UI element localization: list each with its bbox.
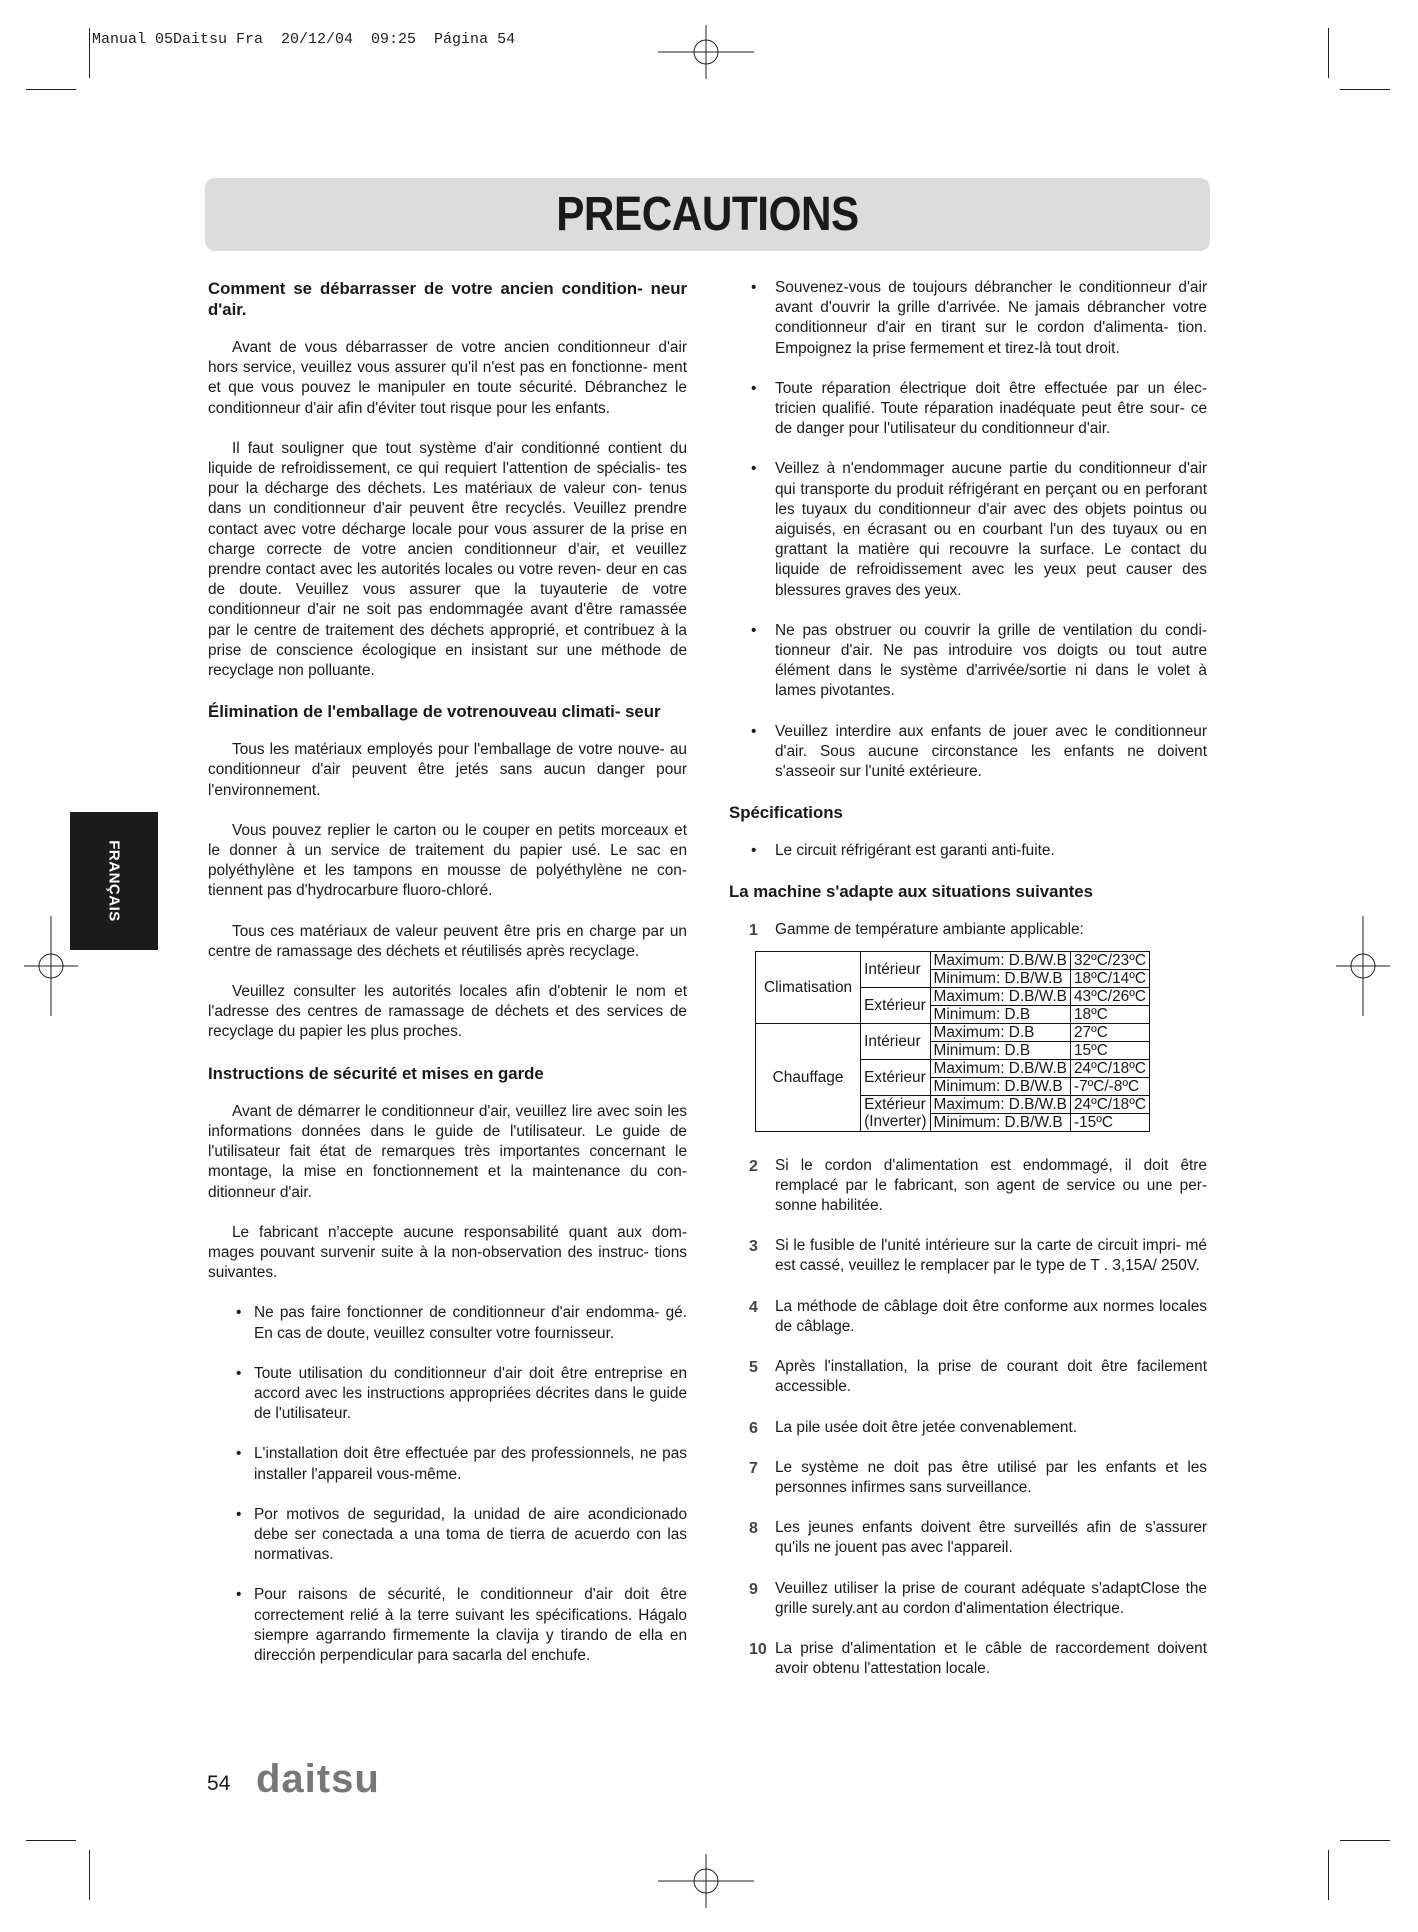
item-number: 1: [749, 922, 758, 940]
list-item-text: Veillez à n'endommager aucune partie du conditionneur d'air qui transporte du produit réfrigérant en perçant ou en perforant les tuyaux du conditionneur d'air avec des objets pointus ou aiguisés, en écrasant ou en courbant l'un des tuyaux ou en grattant la matière qui recouvre la surface. Le contact du liquide de refroidissement avec les yeux peut causer des blessures graves des yeux.: [775, 460, 1207, 599]
paragraph: Avant de démarrer le conditionneur d'air, veuillez lire avec soin les informations données dans le guide de l'utilisateur. Le guide de l'utilisateur fait état de remarques très importantes concernant le montage, la mise en fonctionnement et la maintenance du con- ditionneur d'air.: [208, 1102, 687, 1201]
bullet-icon: •: [751, 379, 757, 397]
item-number: 6: [749, 1419, 758, 1437]
crop-mark: [89, 1850, 90, 1900]
item-number: 9: [749, 1580, 758, 1598]
item-text: Si le fusible de l'unité intérieure sur la carte de circuit impri- mé est cassé, veuillez le remplacer par le type de T . 3,15A/ 250V.: [775, 1237, 1207, 1275]
table-row: [756, 951, 1150, 969]
list-item: [729, 459, 1207, 600]
item-text: Veuillez utiliser la prise de courant adéquate s'adaptClose the grille surely.ant au cordon d'alimentation électrique.: [775, 1579, 1207, 1617]
item-text: La pile usée doit être jetée convenablement.: [775, 1418, 1078, 1436]
table-cell: -15ºC: [1070, 1113, 1149, 1131]
page-title: PRECAUTIONS: [556, 188, 859, 241]
registration-mark-icon: [658, 25, 754, 79]
list-item: [729, 278, 1207, 359]
paragraph: Le fabricant n'accepte aucune responsabilité quant aux dom- mages pouvant survenir suite à la non-observation des instruc- tions suivantes.: [208, 1223, 687, 1282]
table-cell: Intérieur: [861, 1023, 930, 1059]
bullet-icon: •: [236, 1304, 242, 1322]
item-text: La méthode de câblage doit être conforme aux normes locales de câblage.: [775, 1297, 1207, 1335]
table-cell: 15ºC: [1070, 1041, 1149, 1059]
numbered-item: [729, 1357, 1207, 1397]
table-cell: Minimum: D.B: [930, 1041, 1070, 1059]
table-cell: Extérieur: [861, 1059, 930, 1095]
numbered-item: [729, 1156, 1207, 1217]
registration-mark-icon: [1336, 916, 1390, 1016]
list-item: [208, 1444, 687, 1484]
item-text: Après l'installation, la prise de courant doit être facilement accessible.: [775, 1358, 1207, 1396]
item-text: Les jeunes enfants doivent être surveillés afin de s'assurer qu'ils ne jouent pas avec l'appareil.: [775, 1519, 1207, 1557]
table-cell: 18ºC/14ºC: [1070, 969, 1149, 987]
table-cell: -7ºC/-8ºC: [1070, 1077, 1149, 1095]
list-item-text: L'installation doit être effectuée par des professionnels, ne pas installer l'appareil vous-même.: [254, 1445, 687, 1483]
table-cell: 24ºC/18ºC: [1070, 1095, 1149, 1113]
numbered-item: [729, 1639, 1207, 1679]
item-number: 5: [749, 1359, 758, 1377]
list-item-text: Toute utilisation du conditionneur d'air doit être entreprise en accord avec les instructions appropriées décrites dans le guide de l'utilisateur.: [254, 1364, 687, 1423]
table-cell: 27ºC: [1070, 1023, 1149, 1041]
table-cell: [861, 1095, 930, 1131]
paragraph: Veuillez consulter les autorités locales afin d'obtenir le nom et l'adresse des centres de ramassage de déchets et des services de recyclage du papier les plus proches.: [208, 983, 687, 1041]
numbered-item: [729, 1579, 1207, 1619]
logo-text: daitsu: [256, 1760, 380, 1800]
bullet-icon: •: [236, 1445, 242, 1463]
item-text: Gamme de température ambiante applicable:: [775, 921, 1084, 939]
list-item-text: Toute réparation électrique doit être effectuée par un élec- tricien qualifié. Toute réparation inadéquate peut être sour- ce de danger pour l'utilisateur du conditionneur d'air.: [775, 379, 1207, 438]
list-item: [729, 722, 1207, 783]
table-cell: Maximum: D.B: [930, 1023, 1070, 1041]
numbered-item: [729, 920, 1207, 940]
paragraph: Tous ces matériaux de valeur peuvent être pris en charge par un centre de ramassage des déchets et réutilisés après recyclage.: [208, 922, 687, 960]
crop-mark: [1328, 28, 1329, 78]
table-cell: Maximum: D.B/W.B: [930, 1059, 1070, 1077]
print-slug: Manual 05Daitsu Fra 20/12/04 09:25 Página 54: [92, 31, 516, 48]
list-item-text: Por motivos de seguridad, la unidad de aire acondicionado debe ser conectada a una toma de tierra de acuerdo con las normativas.: [254, 1505, 687, 1564]
bullet-icon: •: [236, 1586, 242, 1604]
table-cell: Maximum: D.B/W.B: [930, 1095, 1070, 1113]
item-number: 10: [749, 1640, 767, 1658]
paragraph: Avant de vous débarrasser de votre ancien conditionneur d'air hors service, veuillez vous assurer qu'il n'est pas en fonctionne- ment et que vous pouvez le manipuler en toute sécurité. Débranchez le conditionneur d'air afin d'éviter tout risque pour les enfants.: [208, 339, 687, 417]
list-item-text: Souvenez-vous de toujours débrancher le conditionneur d'air avant d'ouvrir la grille d'arrivée. Ne jamais débrancher votre conditionneur d'air en tirant sur le cordon d'alimenta- tion. Empoignez la prise fermement et tirez-là tout droit.: [775, 279, 1207, 357]
numbered-item: [729, 1418, 1207, 1438]
item-number: 7: [749, 1459, 758, 1477]
bullet-icon: •: [751, 842, 757, 860]
table-cell: Climatisation: [756, 951, 861, 1023]
list-item: [208, 1585, 687, 1666]
bullet-icon: •: [751, 279, 757, 296]
list-item: [208, 1364, 687, 1425]
item-text: Le système ne doit pas être utilisé par les enfants et les personnes infirmes sans surveillance.: [775, 1458, 1207, 1496]
list-item-text: Ne pas faire fonctionner de conditionneur d'air endomma- gé. En cas de doute, veuillez consulter votre fournisseur.: [254, 1304, 687, 1342]
section-heading: Élimination de l'emballage de votrenouveau climati- seur: [208, 702, 661, 722]
list-item-text: Ne pas obstruer ou couvrir la grille de ventilation du condi- tionneur d'air. Ne pas introduire vos doigts ou tout autre élément dans le système d'arrivée/sortie ni dans le volet à lames pivotantes.: [775, 621, 1207, 700]
table-cell: Chauffage: [756, 1023, 861, 1131]
title-banner: [205, 178, 1210, 251]
list-item: [729, 379, 1207, 440]
bullet-icon: •: [236, 1364, 242, 1382]
bullet-icon: •: [751, 722, 757, 740]
bullet-icon: •: [751, 460, 757, 478]
item-number: 2: [749, 1157, 758, 1175]
list-item: [208, 1303, 687, 1343]
table-cell: 18ºC: [1070, 1005, 1149, 1023]
bullet-icon: •: [751, 621, 757, 639]
paragraph: Tous les matériaux employés pour l'emballage de votre nouve- au conditionneur d'air peuvent être jetés sans aucun danger pour l'environnement.: [208, 741, 687, 799]
cell-line: Extérieur: [864, 1096, 926, 1114]
table-cell: Intérieur: [861, 951, 930, 987]
section-heading: La machine s'adapte aux situations suivantes: [729, 882, 1093, 902]
bullet-icon: •: [236, 1505, 242, 1523]
item-text: La prise d'alimentation et le câble de raccordement doivent avoir obtenu l'attestation locale.: [775, 1639, 1207, 1678]
table-cell: Minimum: D.B/W.B: [930, 1113, 1070, 1131]
crop-mark: [1340, 1840, 1390, 1841]
right-column: [729, 278, 1207, 1699]
item-number: 3: [749, 1238, 758, 1256]
item-number: 8: [749, 1520, 758, 1538]
crop-mark: [1328, 1850, 1329, 1900]
list-item: [729, 841, 1207, 861]
list-item-text: Veuillez interdire aux enfants de jouer avec le conditionneur d'air. Sous aucune circonstance les enfants ne doivent s'asseoir sur l'unité extérieure.: [775, 722, 1207, 781]
list-item-text: Le circuit réfrigérant est garanti anti-fuite.: [775, 842, 1055, 860]
page-number: 54: [207, 1772, 231, 1795]
table-cell: Maximum: D.B/W.B: [930, 987, 1070, 1005]
numbered-item: [729, 1518, 1207, 1558]
language-tab: [70, 812, 158, 950]
table-cell: Extérieur: [861, 987, 930, 1023]
language-tab-label: FRANÇAIS: [105, 840, 123, 922]
crop-mark: [1340, 89, 1390, 90]
section-heading: Instructions de sécurité et mises en garde: [208, 1063, 544, 1083]
table-cell: 24ºC/18ºC: [1070, 1059, 1149, 1077]
list-item-text: Pour raisons de sécurité, le conditionneur d'air doit être correctement relié à la terre suivant les spécifications. Hágalo siempre agarrando firmemente la clavija y tirando de ella en dirección perpendicular para sacarla del enchufe.: [254, 1586, 687, 1664]
table-cell: Maximum: D.B/W.B: [930, 951, 1070, 969]
table-cell: 32ºC/23ºC: [1070, 951, 1149, 969]
cell-line: (Inverter): [864, 1113, 927, 1131]
paragraph: Il faut souligner que tout système d'air conditionné contient du liquide de refroidissement, ce qui requiert l'attention de spécialis- tes pour la décharge des déchets. Les matériaux de valeur con- tenus dans un conditionneur d'air peuvent être recyclés. Veuillez prendre contact avec votre décharge locale pour vous assurer de la prise en charge correcte de votre ancien conditionneur d'air, et veuillez prendre contact avec les autorités locales ou votre reven- deur en cas de doute. Veuillez vous assurer que la tuyauterie de votre conditionneur d'air ne soit pas endommagée avant d'être ramassée par le centre de traitement des déchets approprié, et contribuez à la prise de conscience écologique en insistant sur une méthode de recyclage non polluante.: [208, 439, 687, 680]
section-heading: Spécifications: [729, 803, 843, 823]
table-cell: 43ºC/26ºC: [1070, 987, 1149, 1005]
registration-mark-icon: [658, 1854, 754, 1908]
numbered-item: [729, 1236, 1207, 1276]
table-cell: Minimum: D.B/W.B: [930, 969, 1070, 987]
table-row: [756, 1023, 1150, 1041]
list-item: [208, 1505, 687, 1566]
temperature-range-table: [755, 951, 1150, 1132]
item-text: Si le cordon d'alimentation est endommagé, il doit être remplacé par le fabricant, son agent de service ou une per- sonne habilitée.: [775, 1156, 1207, 1215]
numbered-item: [729, 1297, 1207, 1337]
left-column: [208, 278, 687, 1686]
paragraph: Vous pouvez replier le carton ou le couper en petits morceaux et le donner à un service de traitement du papier usé. Le sac en polyéthylène et les tampons en mousse de polyéthylène ne con- tiennent pas d'hydrocarbure fluoro-chloré.: [208, 821, 687, 900]
table-cell: Minimum: D.B/W.B: [930, 1077, 1070, 1095]
daitsu-logo: [256, 1760, 396, 1800]
crop-mark: [26, 89, 76, 90]
crop-mark: [26, 1840, 76, 1841]
section-heading: Comment se débarrasser de votre ancien condition- neur d'air.: [208, 279, 687, 319]
item-number: 4: [749, 1298, 758, 1316]
list-item: [729, 621, 1207, 702]
numbered-item: [729, 1458, 1207, 1498]
table-cell: Minimum: D.B: [930, 1005, 1070, 1023]
crop-mark: [89, 28, 90, 78]
